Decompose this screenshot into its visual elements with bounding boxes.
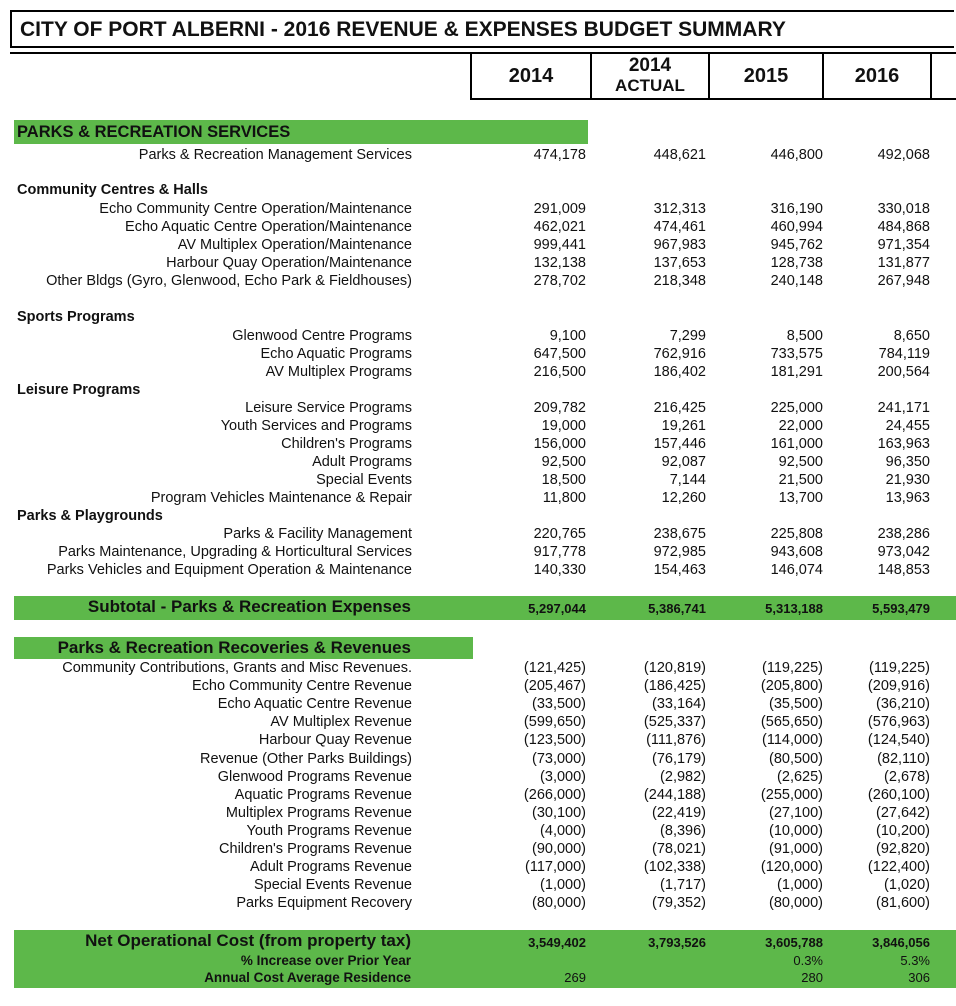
cell-2014: 474,178 (533, 147, 586, 163)
cell-2014: 18,500 (541, 472, 586, 488)
cell-2016: (124,540) (867, 732, 930, 749)
cell-2016: (209,916) (867, 678, 930, 695)
cell-2014-actual: 5,386,741 (648, 601, 706, 616)
subtotal-row (0, 598, 956, 618)
row-label: Revenue (Other Parks Buildings) (200, 750, 412, 767)
cell-2014-actual: 218,348 (653, 273, 706, 289)
cell-2016: 200,564 (877, 364, 930, 381)
table-row (0, 471, 956, 489)
cell-2014-actual: 762,916 (653, 346, 706, 363)
cell-2015: 146,074 (770, 562, 823, 579)
table-row (0, 561, 956, 579)
cell-2015: (35,500) (768, 696, 823, 713)
group-heading (0, 381, 956, 399)
row-label: Children's Programs (281, 436, 412, 452)
row-label: Multiplex Programs Revenue (225, 804, 412, 821)
section-title-text: Parks & Recreation Recoveries & Revenues (57, 638, 411, 657)
header-rule (930, 52, 956, 54)
row-label: AV Multiplex Programs (265, 364, 412, 381)
group-heading-text: Sports Programs (17, 309, 135, 325)
table-row (0, 453, 956, 471)
table-row (0, 525, 956, 543)
cell-2016: (92,820) (875, 841, 930, 857)
cell-2014-actual: 157,446 (653, 436, 706, 452)
cell-2014: 999,441 (533, 237, 586, 253)
row-label: Echo Aquatic Centre Operation/Maintenance (125, 219, 412, 235)
section-title (0, 123, 956, 141)
cell-2014: 9,100 (549, 328, 586, 344)
column-header-label: 2014 (508, 64, 554, 87)
column-header-2016 (822, 52, 932, 100)
table-row (0, 677, 956, 695)
cell-2014: (3,000) (540, 768, 586, 785)
cell-2014: 220,765 (533, 526, 586, 542)
cell-2015: 225,808 (770, 526, 823, 542)
cell-2016: 241,171 (877, 400, 930, 416)
table-row (0, 254, 956, 272)
row-label: Parks Vehicles and Equipment Operation & Maintenance (46, 562, 412, 579)
cell-2015: (255,000) (760, 786, 823, 803)
row-label: Parks Equipment Recovery (236, 895, 412, 912)
table-row (0, 218, 956, 236)
cell-2014-actual: 137,653 (653, 255, 706, 271)
cell-2014: (73,000) (531, 750, 586, 767)
row-label: AV Multiplex Operation/Maintenance (177, 237, 412, 253)
cell-2015: (120,000) (760, 859, 823, 876)
cell-2015: (80,500) (768, 750, 823, 767)
column-header-2014 (470, 52, 592, 100)
cell-2014: 92,500 (541, 454, 586, 470)
header-rule (930, 98, 956, 100)
table-row (0, 876, 956, 894)
cell-2016: 238,286 (877, 526, 930, 542)
table-row (0, 146, 956, 164)
cell-2016: 5.3% (900, 953, 930, 968)
table-row (0, 822, 956, 840)
table-row (0, 543, 956, 561)
cell-2014-actual: (111,876) (646, 732, 706, 749)
cell-2014-actual: 967,983 (653, 237, 706, 253)
cell-2015: 161,000 (770, 436, 823, 452)
cell-2014-actual: 474,461 (653, 219, 706, 235)
table-row (0, 750, 956, 768)
table-row (0, 272, 956, 290)
section-title (0, 639, 956, 659)
cell-2014: 216,500 (533, 364, 586, 381)
cell-2014-actual: (186,425) (643, 678, 706, 695)
cell-2016: (81,600) (875, 895, 930, 912)
cell-2014: (1,000) (540, 877, 586, 894)
cell-2016: 306 (908, 970, 930, 985)
cell-2015: 3,605,788 (765, 935, 823, 950)
column-header-label: 2016 (854, 64, 900, 87)
cell-2016: 5,593,479 (872, 601, 930, 616)
table-row (0, 363, 956, 381)
cell-2015: (114,000) (762, 732, 823, 749)
table-row (0, 695, 956, 713)
cell-2016: 21,930 (885, 472, 930, 488)
cell-2016: 484,868 (877, 219, 930, 235)
cell-2016: 13,963 (885, 490, 930, 506)
cell-2014-actual: 7,299 (669, 328, 706, 344)
row-label: Special Events Revenue (254, 877, 412, 894)
cell-2014: 140,330 (533, 562, 586, 579)
column-header-label: 2015 (743, 64, 789, 87)
cell-2015: 240,148 (770, 273, 823, 289)
subtotal-label: Subtotal - Parks & Recreation Expenses (87, 597, 411, 616)
cell-2016: 330,018 (877, 201, 930, 217)
table-row (0, 858, 956, 876)
table-row (0, 417, 956, 435)
row-label: Glenwood Programs Revenue (217, 768, 412, 785)
cell-2014: (266,000) (523, 786, 586, 803)
cell-2016: 24,455 (885, 418, 930, 434)
cell-2016: (260,100) (867, 786, 930, 803)
cell-2015: 945,762 (770, 237, 823, 253)
cell-2014-actual: 12,260 (661, 490, 706, 506)
row-label: Parks & Recreation Management Services (138, 147, 412, 163)
cell-2015: 0.3% (793, 953, 823, 968)
column-header-sublabel: ACTUAL (615, 76, 685, 95)
cell-2014: 11,800 (542, 490, 586, 506)
cell-2014: 156,000 (533, 436, 586, 452)
cell-2016: 131,877 (877, 255, 930, 271)
cell-2014-actual: (102,338) (643, 859, 706, 876)
cell-2015: 21,500 (778, 472, 823, 488)
cell-2014-actual: 448,621 (653, 147, 706, 163)
cell-2015: 225,000 (770, 400, 823, 416)
cell-2014-actual: (1,717) (660, 877, 706, 894)
cell-2014: (205,467) (523, 678, 586, 695)
cell-2015: 446,800 (770, 147, 823, 163)
group-heading (0, 308, 956, 326)
row-label: Parks & Facility Management (223, 526, 412, 542)
cell-2016: 163,963 (877, 436, 930, 452)
table-row (0, 840, 956, 858)
row-label: Echo Aquatic Programs (260, 346, 412, 363)
cell-2015: 733,575 (770, 346, 823, 363)
cell-2015: (27,100) (768, 804, 823, 821)
row-label: Adult Programs Revenue (250, 859, 412, 876)
cell-2014-actual: (22,419) (651, 804, 706, 821)
cell-2014: 917,778 (533, 544, 586, 561)
cell-2016: 8,650 (893, 328, 930, 344)
cell-2015: 460,994 (770, 219, 823, 235)
cell-2014: (121,425) (523, 660, 586, 676)
cell-2016: 492,068 (877, 147, 930, 163)
row-label: Special Events (316, 472, 412, 488)
cell-2015: 943,608 (770, 544, 823, 561)
cell-2016: (1,020) (884, 877, 930, 894)
cell-2016: (119,225) (869, 660, 930, 676)
cell-2015: (565,650) (760, 714, 823, 731)
cell-2016: (2,678) (884, 768, 930, 785)
row-label: Harbour Quay Operation/Maintenance (166, 255, 412, 271)
avg-label: Annual Cost Average Residence (204, 970, 411, 985)
table-row (0, 345, 956, 363)
row-label: Other Bldgs (Gyro, Glenwood, Echo Park & Fieldhouses) (46, 273, 412, 289)
table-row (0, 489, 956, 507)
table-row (0, 399, 956, 417)
cell-2014: (80,000) (531, 895, 586, 912)
cell-2015: 316,190 (770, 201, 823, 217)
cell-2014-actual: 19,261 (661, 418, 706, 434)
row-label: Youth Services and Programs (220, 418, 412, 434)
table-row (0, 894, 956, 912)
increase-row (0, 953, 956, 969)
section-title-text: PARKS & RECREATION SERVICES (17, 123, 291, 141)
cell-2015: (205,800) (760, 678, 823, 695)
cell-2014-actual: (525,337) (643, 714, 706, 731)
row-label: Echo Community Centre Operation/Maintenance (99, 201, 412, 217)
group-heading-text: Parks & Playgrounds (17, 508, 163, 524)
cell-2014-actual: 154,463 (653, 562, 706, 579)
cell-2016: 784,119 (878, 346, 930, 363)
cell-2014-actual: (78,021) (651, 841, 706, 857)
cell-2014: (117,000) (525, 859, 586, 876)
cell-2014: (599,650) (523, 714, 586, 731)
page-title: CITY OF PORT ALBERNI - 2016 REVENUE & EXPENSES BUDGET SUMMARY (10, 10, 954, 48)
cell-2015: (91,000) (768, 841, 823, 857)
column-header-2015 (708, 52, 824, 100)
cell-2014: 278,702 (533, 273, 586, 289)
row-label: Children's Programs Revenue (219, 841, 412, 857)
cell-2014-actual: (244,188) (643, 786, 706, 803)
cell-2014: 5,297,044 (528, 601, 586, 616)
cell-2015: (1,000) (777, 877, 823, 894)
row-label: Echo Aquatic Centre Revenue (217, 696, 412, 713)
cell-2014-actual: 216,425 (653, 400, 706, 416)
cell-2014: 19,000 (541, 418, 586, 434)
table-row (0, 327, 956, 345)
row-label: Youth Programs Revenue (246, 822, 412, 839)
group-heading-text: Community Centres & Halls (17, 182, 208, 198)
cell-2014: 269 (564, 970, 586, 985)
row-label: Echo Community Centre Revenue (191, 678, 412, 695)
cell-2016: (36,210) (875, 696, 930, 713)
cell-2014-actual: (8,396) (660, 822, 706, 839)
cell-2014: (90,000) (531, 841, 586, 857)
cell-2015: 8,500 (786, 328, 823, 344)
cell-2016: 96,350 (885, 454, 930, 470)
cell-2016: 973,042 (877, 544, 930, 561)
cell-2016: (82,110) (877, 750, 930, 767)
row-label: Program Vehicles Maintenance & Repair (150, 490, 412, 506)
cell-2016: (27,642) (875, 804, 930, 821)
cell-2014: 462,021 (533, 219, 586, 235)
cell-2016: 267,948 (877, 273, 930, 289)
column-header-label: 2014 (628, 55, 672, 76)
cell-2014: 132,138 (533, 255, 586, 271)
cell-2014-actual: (33,164) (651, 696, 706, 713)
cell-2014: (4,000) (540, 822, 586, 839)
cell-2014-actual: 972,985 (653, 544, 706, 561)
row-label: Glenwood Centre Programs (232, 328, 412, 344)
table-row (0, 236, 956, 254)
cell-2015: 280 (801, 970, 823, 985)
table-row (0, 731, 956, 749)
cell-2014-actual: (2,982) (660, 768, 706, 785)
avg-row (0, 970, 956, 986)
cell-2014: 291,009 (533, 201, 586, 217)
cell-2015: (80,000) (768, 895, 823, 912)
column-header-2014-actual (590, 52, 710, 100)
group-heading (0, 507, 956, 525)
cell-2015: 181,291 (770, 364, 823, 381)
cell-2014-actual: 312,313 (653, 201, 706, 217)
cell-2014-actual: 92,087 (661, 454, 706, 470)
cell-2016: (10,200) (875, 822, 930, 839)
cell-2015: (2,625) (777, 768, 823, 785)
cell-2014-actual: (76,179) (651, 750, 706, 767)
row-label: Adult Programs (312, 454, 412, 470)
row-label: AV Multiplex Revenue (270, 714, 412, 731)
cell-2014: (33,500) (531, 696, 586, 713)
group-heading (0, 181, 956, 199)
increase-label: % Increase over Prior Year (240, 953, 411, 968)
row-label: Aquatic Programs Revenue (234, 786, 412, 803)
table-row (0, 200, 956, 218)
table-row (0, 786, 956, 804)
cell-2014-actual: 7,144 (669, 472, 706, 488)
row-label: Parks Maintenance, Upgrading & Horticultural Services (58, 544, 412, 561)
table-row (0, 659, 956, 677)
net-label: Net Operational Cost (from property tax) (85, 931, 411, 950)
row-label: Leisure Service Programs (245, 400, 412, 416)
cell-2015: 13,700 (778, 490, 823, 506)
group-heading-text: Leisure Programs (17, 382, 141, 398)
cell-2015: (10,000) (768, 822, 823, 839)
cell-2014-actual: (120,819) (643, 660, 706, 676)
cell-2015: (119,225) (762, 660, 823, 676)
cell-2016: 3,846,056 (872, 935, 930, 950)
row-label: Harbour Quay Revenue (258, 732, 412, 749)
table-row (0, 804, 956, 822)
cell-2016: (122,400) (867, 859, 930, 876)
row-label: Community Contributions, Grants and Misc Revenues. (62, 660, 412, 676)
cell-2016: 971,354 (877, 237, 930, 253)
cell-2015: 5,313,188 (765, 601, 823, 616)
cell-2014-actual: (79,352) (651, 895, 706, 912)
cell-2014: 647,500 (533, 346, 586, 363)
table-row (0, 713, 956, 731)
cell-2015: 92,500 (778, 454, 823, 470)
cell-2016: (576,963) (867, 714, 930, 731)
cell-2015: 22,000 (778, 418, 823, 434)
cell-2014: (123,500) (523, 732, 586, 749)
cell-2014: 3,549,402 (528, 935, 586, 950)
net-row (0, 932, 956, 952)
header-rule (10, 52, 470, 54)
table-row (0, 768, 956, 786)
cell-2014: (30,100) (531, 804, 586, 821)
table-row (0, 435, 956, 453)
cell-2014-actual: 238,675 (653, 526, 706, 542)
cell-2014: 209,782 (533, 400, 586, 416)
cell-2015: 128,738 (770, 255, 823, 271)
cell-2014-actual: 3,793,526 (648, 935, 706, 950)
cell-2014-actual: 186,402 (653, 364, 706, 381)
cell-2016: 148,853 (877, 562, 930, 579)
